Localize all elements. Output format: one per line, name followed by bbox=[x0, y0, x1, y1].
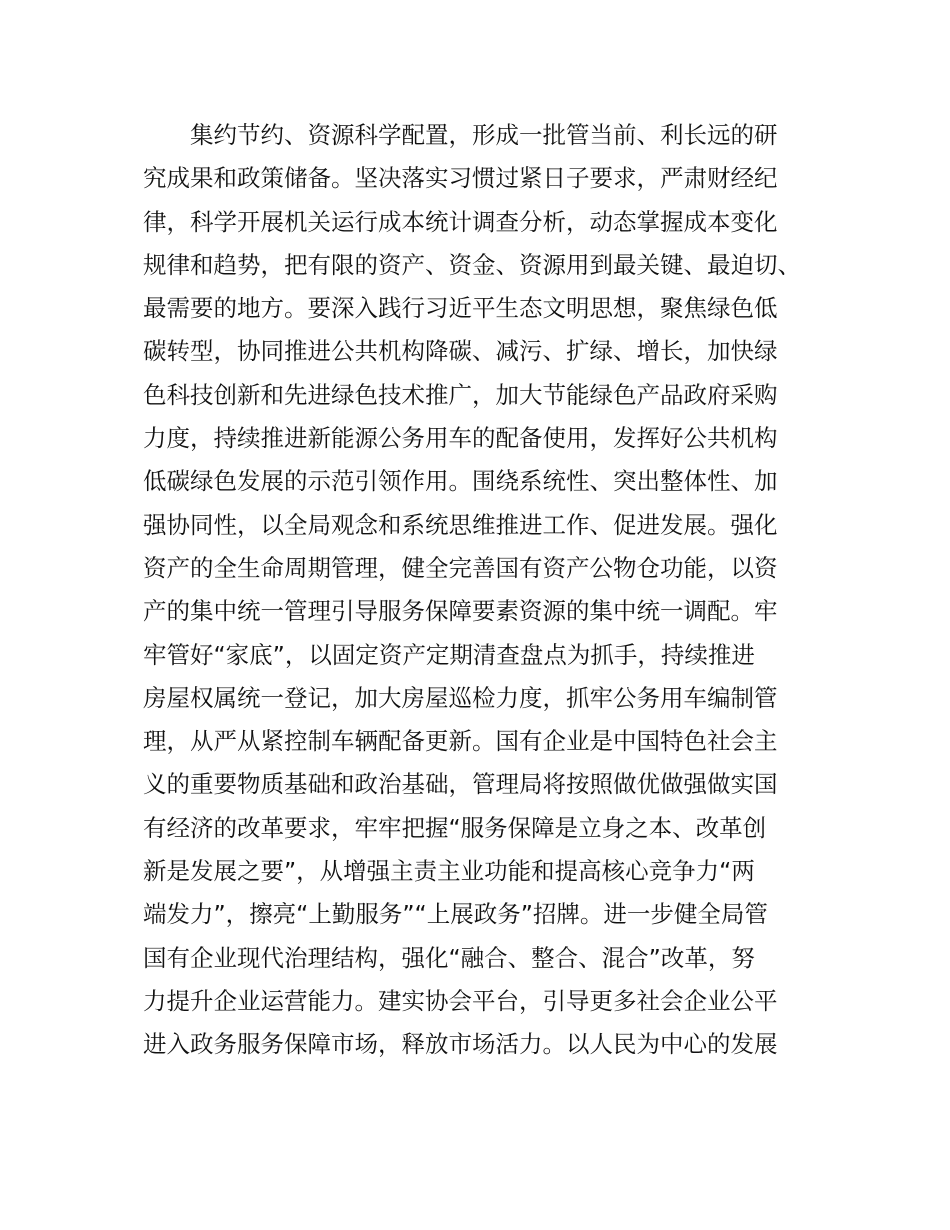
body-paragraph bbox=[143, 114, 823, 1067]
text-line-11: 资产的全生命周期管理，健全完善国有资产公物仓功能，以资 bbox=[143, 553, 778, 582]
text-line-9: 低碳绿色发展的示范引领作用。围绕系统性、突出整体性、加 bbox=[143, 467, 778, 496]
text-line-7: 色科技创新和先进绿色技术推广，加大节能绿色产品政府采购 bbox=[143, 380, 778, 409]
text-line-8: 力度，持续推进新能源公务用车的配备使用，发挥好公共机构 bbox=[143, 424, 778, 453]
text-line-22: 进入政务服务保障市场，释放市场活力。以人民为中心的发展 bbox=[143, 1030, 778, 1059]
text-line-21: 力提升企业运营能力。建实协会平台，引导更多社会企业公平 bbox=[143, 986, 778, 1015]
text-line-5: 最需要的地方。要深入践行习近平生态文明思想，聚焦绿色低 bbox=[143, 294, 778, 323]
text-line-10: 强协同性，以全局观念和系统思维推进工作、促进发展。强化 bbox=[143, 510, 778, 539]
text-line-4: 规律和趋势，把有限的资产、资金、资源用到最关键、最迫切、 bbox=[143, 250, 801, 279]
text-line-18: 新是发展之要”，从增强主责主业功能和提高核心竞争力“两 bbox=[143, 857, 755, 886]
text-line-2: 究成果和政策储备。坚决落实习惯过紧日子要求，严肃财经纪 bbox=[143, 164, 778, 193]
text-line-16: 义的重要物质基础和政治基础，管理局将按照做优做强做实国 bbox=[143, 770, 778, 799]
text-line-1: 集约节约、资源科学配置，形成一批管当前、利长远的研 bbox=[190, 121, 778, 149]
text-line-19: 端发力”，擦亮“上勤服务”“上展政务”招牌。进一步健全局管 bbox=[143, 900, 768, 929]
text-line-15: 理，从严从紧控制车辆配备更新。国有企业是中国特色社会主 bbox=[143, 727, 778, 756]
text-line-13: 牢管好“家底”，以固定资产定期清查盘点为抓手，持续推进 bbox=[143, 640, 755, 669]
text-line-6: 碳转型，协同推进公共机构降碳、减污、扩绿、增长，加快绿 bbox=[143, 337, 778, 366]
text-line-20: 国有企业现代治理结构，强化“融合、整合、混合”改革，努 bbox=[143, 943, 755, 972]
text-line-3: 律，科学开展机关运行成本统计调查分析，动态掌握成本变化 bbox=[143, 207, 778, 236]
text-line-12: 产的集中统一管理引导服务保障要素资源的集中统一调配。牢 bbox=[143, 597, 778, 626]
text-line-17: 有经济的改革要求，牢牢把握“服务保障是立身之本、改革创 bbox=[143, 813, 767, 842]
text-line-14: 房屋权属统一登记，加大房屋巡检力度，抓牢公务用车编制管 bbox=[143, 683, 778, 712]
